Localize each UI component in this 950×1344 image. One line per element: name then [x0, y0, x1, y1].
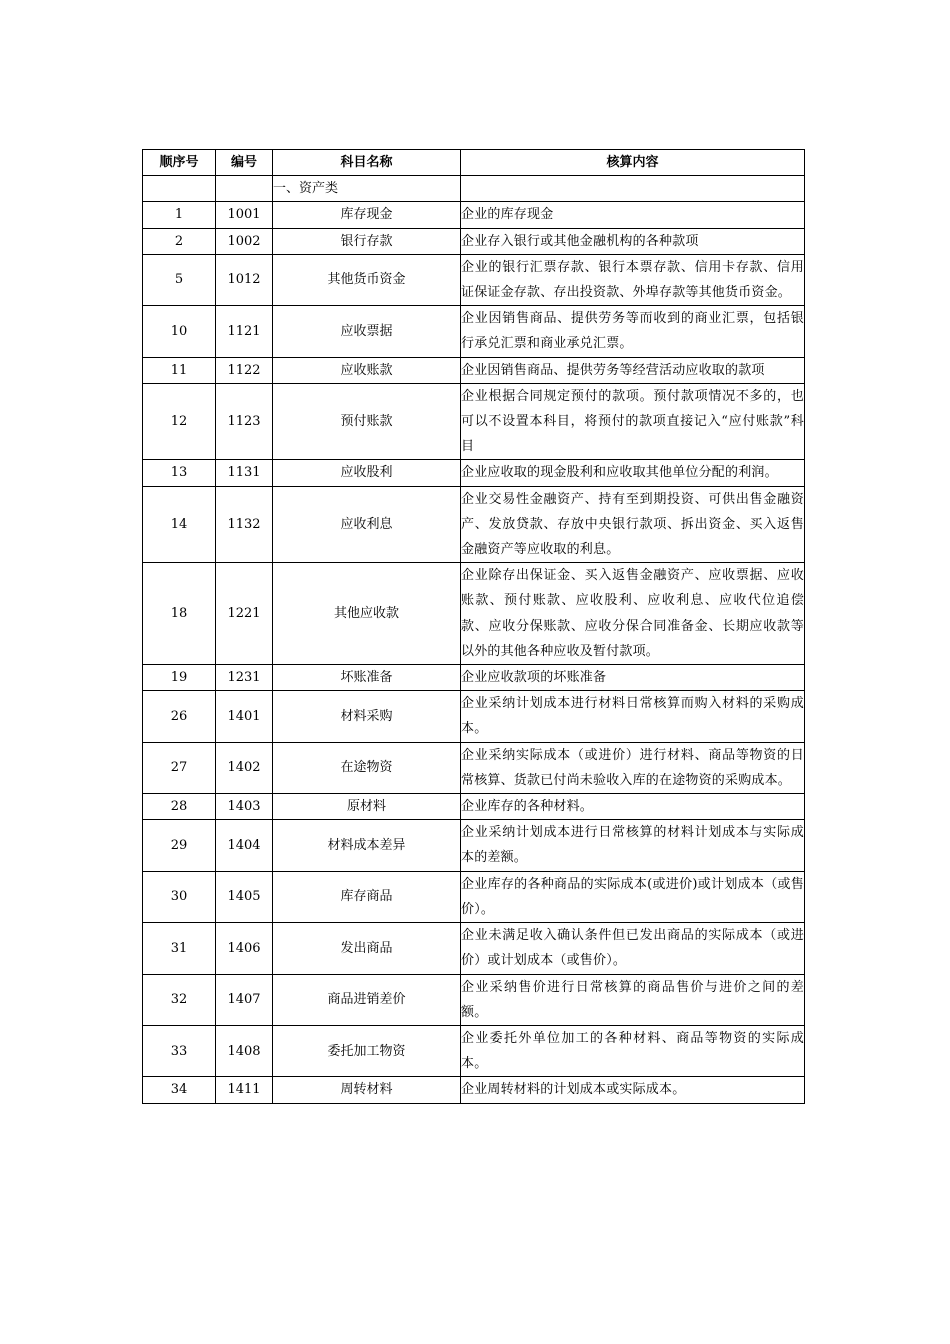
table-row: [143, 665, 805, 691]
row-name: 材料采购: [273, 691, 461, 742]
row-name: 预付账款: [273, 383, 461, 460]
row-code: 1002: [216, 228, 273, 254]
row-seq: 13: [143, 460, 216, 486]
row-code: 1404: [216, 820, 273, 871]
row-code: 1401: [216, 691, 273, 742]
table-row: [143, 923, 805, 974]
table-row: [143, 254, 805, 305]
row-seq: 1: [143, 202, 216, 228]
accounts-table: [142, 149, 805, 1104]
table-row: [143, 486, 805, 563]
row-seq: 27: [143, 742, 216, 793]
table-row: [143, 1025, 805, 1076]
row-name: 应收股利: [273, 460, 461, 486]
table-row: [143, 563, 805, 665]
table-row: [143, 383, 805, 460]
row-content: 企业采纳实际成本（或进价）进行材料、商品等物资的日常核算、货款已付尚未验收入库的在途物资的采购成本。: [461, 742, 805, 793]
row-code: 1402: [216, 742, 273, 793]
row-code: 1132: [216, 486, 273, 563]
row-name: 应收账款: [273, 357, 461, 383]
row-seq: 10: [143, 306, 216, 357]
row-name: 在途物资: [273, 742, 461, 793]
row-code: 1231: [216, 665, 273, 691]
row-seq: 2: [143, 228, 216, 254]
header-name: 科目名称: [273, 150, 461, 176]
row-code: 1012: [216, 254, 273, 305]
row-content: 企业因销售商品、提供劳务等经营活动应收取的款项: [461, 357, 805, 383]
row-content: 企业采纳计划成本进行材料日常核算而购入材料的采购成本。: [461, 691, 805, 742]
table-row: [143, 871, 805, 922]
row-content: 企业的银行汇票存款、银行本票存款、信用卡存款、信用证保证金存款、存出投资款、外埠存款等其他货币资金。: [461, 254, 805, 305]
row-content: 企业采纳售价进行日常核算的商品售价与进价之间的差额。: [461, 974, 805, 1025]
row-seq: 19: [143, 665, 216, 691]
row-code: 1403: [216, 794, 273, 820]
row-seq: 31: [143, 923, 216, 974]
header-seq: 顺序号: [143, 150, 216, 176]
row-name: 委托加工物资: [273, 1025, 461, 1076]
row-name: 材料成本差异: [273, 820, 461, 871]
row-code: 1406: [216, 923, 273, 974]
category-row: [143, 176, 805, 202]
row-code: 1001: [216, 202, 273, 228]
row-name: 其他应收款: [273, 563, 461, 665]
row-name: 应收票据: [273, 306, 461, 357]
category-seq: [143, 176, 216, 202]
row-content: 企业应收款项的坏账准备: [461, 665, 805, 691]
row-content: 企业采纳计划成本进行日常核算的材料计划成本与实际成本的差额。: [461, 820, 805, 871]
table-row: [143, 306, 805, 357]
row-seq: 5: [143, 254, 216, 305]
table-row: [143, 820, 805, 871]
row-seq: 30: [143, 871, 216, 922]
row-content: 企业存入银行或其他金融机构的各种款项: [461, 228, 805, 254]
row-name: 银行存款: [273, 228, 461, 254]
row-code: 1123: [216, 383, 273, 460]
row-code: 1408: [216, 1025, 273, 1076]
row-content: 企业应收取的现金股利和应收取其他单位分配的利润。: [461, 460, 805, 486]
row-content: 企业的库存现金: [461, 202, 805, 228]
row-seq: 32: [143, 974, 216, 1025]
row-content: 企业库存的各种商品的实际成本(或进价)或计划成本（或售价）。: [461, 871, 805, 922]
table-row: [143, 1077, 805, 1103]
table-row: [143, 357, 805, 383]
table-row: [143, 742, 805, 793]
row-content: 企业库存的各种材料。: [461, 794, 805, 820]
row-content: 企业周转材料的计划成本或实际成本。: [461, 1077, 805, 1103]
row-name: 发出商品: [273, 923, 461, 974]
row-code: 1411: [216, 1077, 273, 1103]
row-seq: 33: [143, 1025, 216, 1076]
row-content: 企业根据合同规定预付的款项。预付款项情况不多的，也可以不设置本科目，将预付的款项直接记入“应付账款”科目: [461, 383, 805, 460]
category-code: [216, 176, 273, 202]
category-label: 一、资产类: [273, 176, 461, 202]
row-seq: 11: [143, 357, 216, 383]
row-name: 库存商品: [273, 871, 461, 922]
row-seq: 34: [143, 1077, 216, 1103]
row-seq: 28: [143, 794, 216, 820]
header-content: 核算内容: [461, 150, 805, 176]
row-content: 企业未满足收入确认条件但已发出商品的实际成本（或进价）或计划成本（或售价）。: [461, 923, 805, 974]
row-code: 1131: [216, 460, 273, 486]
category-content: [461, 176, 805, 202]
row-seq: 18: [143, 563, 216, 665]
row-name: 应收利息: [273, 486, 461, 563]
table-row: [143, 974, 805, 1025]
row-code: 1407: [216, 974, 273, 1025]
header-code: 编号: [216, 150, 273, 176]
row-content: 企业委托外单位加工的各种材料、商品等物资的实际成本。: [461, 1025, 805, 1076]
row-name: 商品进销差价: [273, 974, 461, 1025]
table-row: [143, 228, 805, 254]
row-name: 坏账准备: [273, 665, 461, 691]
row-content: 企业除存出保证金、买入返售金融资产、应收票据、应收账款、预付账款、应收股利、应收利息、应收代位追偿款、应收分保账款、应收分保合同准备金、长期应收款等以外的其他各种应收及暂付款项。: [461, 563, 805, 665]
header-row: [143, 150, 805, 176]
row-name: 原材料: [273, 794, 461, 820]
row-name: 库存现金: [273, 202, 461, 228]
row-code: 1122: [216, 357, 273, 383]
table-row: [143, 460, 805, 486]
row-code: 1121: [216, 306, 273, 357]
table-row: [143, 691, 805, 742]
row-content: 企业因销售商品、提供劳务等而收到的商业汇票，包括银行承兑汇票和商业承兑汇票。: [461, 306, 805, 357]
table-row: [143, 794, 805, 820]
row-seq: 29: [143, 820, 216, 871]
row-code: 1221: [216, 563, 273, 665]
table-row: [143, 202, 805, 228]
row-seq: 14: [143, 486, 216, 563]
row-seq: 26: [143, 691, 216, 742]
row-name: 其他货币资金: [273, 254, 461, 305]
row-name: 周转材料: [273, 1077, 461, 1103]
row-code: 1405: [216, 871, 273, 922]
row-content: 企业交易性金融资产、持有至到期投资、可供出售金融资产、发放贷款、存放中央银行款项、拆出资金、买入返售金融资产等应收取的利息。: [461, 486, 805, 563]
row-seq: 12: [143, 383, 216, 460]
